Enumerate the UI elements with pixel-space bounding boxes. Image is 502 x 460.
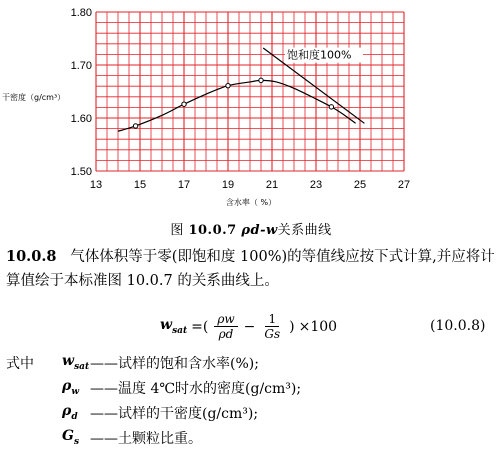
variable-desc: ——土颗粒比重。	[90, 430, 202, 447]
data-point	[226, 83, 230, 87]
caption-prefix: 图	[170, 223, 184, 238]
compaction-curve-line	[118, 80, 356, 131]
variable-row	[6, 400, 301, 425]
formula-10-0-8	[160, 312, 337, 341]
x-tick-label: 27	[397, 179, 411, 191]
chart-grid	[96, 12, 404, 171]
x-tick-label: 25	[353, 179, 367, 191]
variable-symbol: $w_{sat}$	[62, 353, 90, 372]
formula-times: ×100	[298, 318, 338, 335]
variable-desc: ——试样的饱和含水率(%);	[90, 355, 259, 372]
variable-symbol: $\rho_d$	[62, 403, 78, 422]
formula-equals: =(	[191, 318, 209, 335]
x-tick-label: 13	[89, 179, 103, 191]
formula-minus: −	[243, 318, 256, 335]
x-tick-label: 23	[309, 179, 323, 191]
data-point	[329, 105, 333, 109]
clause-text: 气体体积等于零(即饱和度 100%)的等值线应按下式计算,并应将计算值绘于本标准图 10.0.7 的关系曲线上。	[6, 249, 495, 289]
caption-symbol: ρd-w	[241, 223, 278, 238]
x-tick-label: 15	[133, 179, 147, 191]
variable-symbol: $G_s$	[62, 428, 80, 447]
variable-desc: ——温度 4℃时水的密度(g/cm³);	[90, 380, 302, 397]
data-point	[182, 102, 186, 106]
chart-series	[118, 48, 364, 132]
variable-row	[6, 425, 301, 450]
variable-desc: ——试样的干密度(g/cm³);	[90, 405, 259, 422]
saturation-label: 饱和度100%	[287, 48, 352, 62]
variable-symbol: $\rho_w$	[62, 378, 80, 397]
clause-number: 10.0.8	[6, 248, 57, 265]
y-tick-label: 1.80	[70, 7, 92, 19]
y-tick-label: 1.70	[70, 60, 92, 72]
caption-number: 10.0.7	[188, 223, 237, 238]
x-tick-label: 19	[221, 179, 235, 191]
y-tick-label: 1.60	[70, 113, 92, 125]
variable-definitions	[6, 350, 301, 450]
equation-number: (10.0.8)	[430, 318, 486, 334]
formula-lhs: $w_{sat}$	[160, 317, 188, 336]
formula-close: )	[289, 318, 295, 335]
fraction-density: $\frac{\rho w}{\rho d}$	[214, 312, 237, 341]
clause-paragraph	[6, 245, 498, 293]
x-tick-label: 17	[177, 179, 191, 191]
variable-row	[6, 375, 301, 400]
compaction-chart	[0, 0, 502, 215]
fraction-specific-gravity: $\frac{1}{Gs}$	[264, 312, 281, 341]
y-tick-labels	[71, 7, 92, 178]
variable-row	[6, 350, 301, 375]
caption-text: 关系曲线	[277, 223, 332, 238]
data-point	[133, 124, 137, 128]
variables-lead: 式中	[6, 355, 34, 372]
data-point	[259, 78, 263, 82]
y-axis-label: 干密度（g/cm³）	[2, 93, 66, 102]
figure-caption	[0, 219, 502, 238]
x-axis-label: 含水率（ %）	[225, 198, 277, 207]
y-tick-label: 1.50	[70, 166, 92, 178]
x-tick-labels	[90, 179, 410, 191]
x-tick-label: 21	[265, 179, 279, 191]
